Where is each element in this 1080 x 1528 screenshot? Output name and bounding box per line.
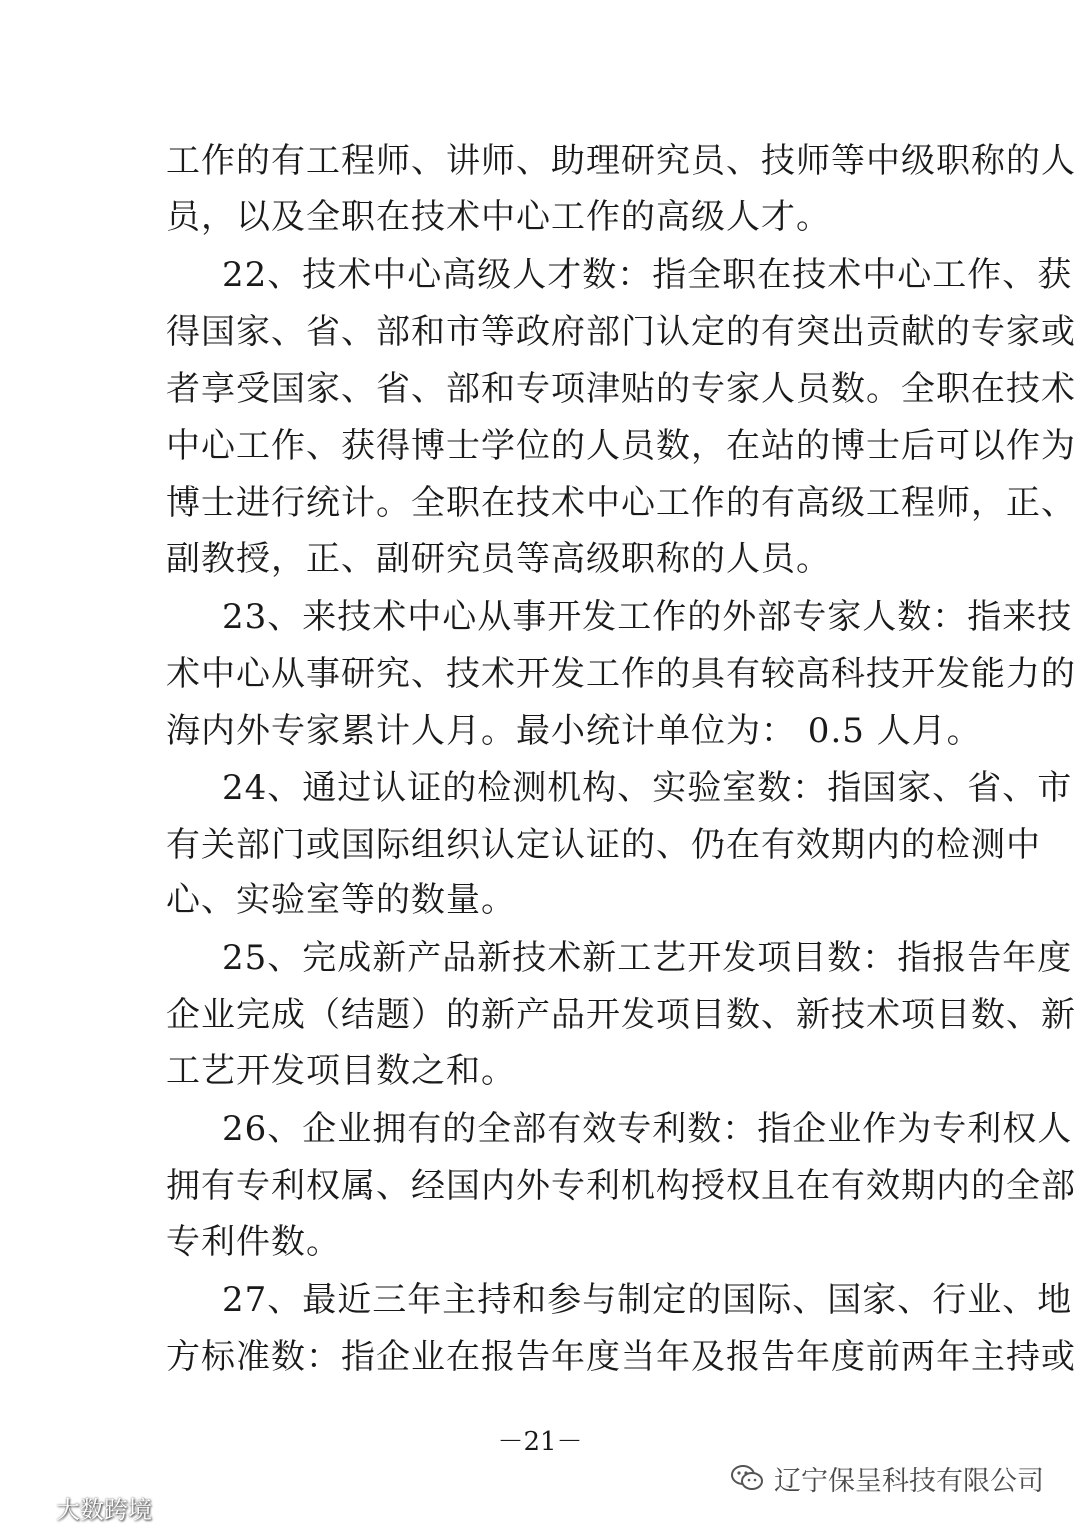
- text-line-10: 术中心从事研究、技术开发工作的具有较高科技开发能力的: [166, 654, 1076, 694]
- weibo-watermark: [6, 1490, 152, 1524]
- text-line-20: 专利件数。: [166, 1222, 341, 1262]
- text-line-8: 副教授，正、副研究员等高级职称的人员。: [166, 539, 831, 579]
- text-line-15: 25、完成新产品新技术新工艺开发项目数：指报告年度: [222, 938, 1073, 978]
- text-line-6: 中心工作、获得博士学位的人员数，在站的博士后可以作为: [166, 426, 1076, 466]
- page-number: －21－: [497, 1427, 583, 1457]
- weibo-account-name: 大数跨境: [56, 1495, 152, 1524]
- text-line-22: 方标准数：指企业在报告年度当年及报告年度前两年主持或: [166, 1337, 1076, 1377]
- text-line-14: 心、实验室等的数量。: [166, 880, 516, 920]
- text-line-2: 员，以及全职在技术中心工作的高级人才。: [166, 197, 831, 237]
- text-line-18: 26、企业拥有的全部有效专利数：指企业作为专利权人: [222, 1109, 1073, 1149]
- text-line-5: 者享受国家、省、部和专项津贴的专家人员数。全职在技术: [166, 369, 1076, 409]
- text-line-3: 22、技术中心高级人才数：指全职在技术中心工作、获: [222, 255, 1073, 295]
- text-line-17: 工艺开发项目数之和。: [166, 1051, 516, 1091]
- text-line-13: 有关部门或国际组织认定认证的、仍在有效期内的检测中: [166, 825, 1041, 865]
- text-line-21: 27、最近三年主持和参与制定的国际、国家、行业、地: [222, 1280, 1073, 1320]
- text-line-7: 博士进行统计。全职在技术中心工作的有高级工程师，正、: [166, 483, 1076, 523]
- text-line-19: 拥有专利权属、经国内外专利机构授权且在有效期内的全部: [166, 1166, 1076, 1206]
- weibo-icon: [6, 1493, 50, 1521]
- wechat-account-name: 辽宁保呈科技有限公司: [774, 1465, 1044, 1497]
- wechat-watermark: [730, 1458, 1044, 1498]
- text-line-12: 24、通过认证的检测机构、实验室数：指国家、省、市: [222, 768, 1073, 808]
- text-line-9: 23、来技术中心从事开发工作的外部专家人数：指来技: [222, 597, 1073, 637]
- wechat-icon: [730, 1463, 764, 1493]
- text-line-11: 海内外专家累计人月。最小统计单位为： 0.5 人月。: [166, 711, 982, 751]
- text-line-16: 企业完成（结题）的新产品开发项目数、新技术项目数、新: [166, 995, 1076, 1035]
- text-line-4: 得国家、省、部和市等政府部门认定的有突出贡献的专家或: [166, 312, 1076, 352]
- text-line-1: 工作的有工程师、讲师、助理研究员、技师等中级职称的人: [166, 141, 1076, 181]
